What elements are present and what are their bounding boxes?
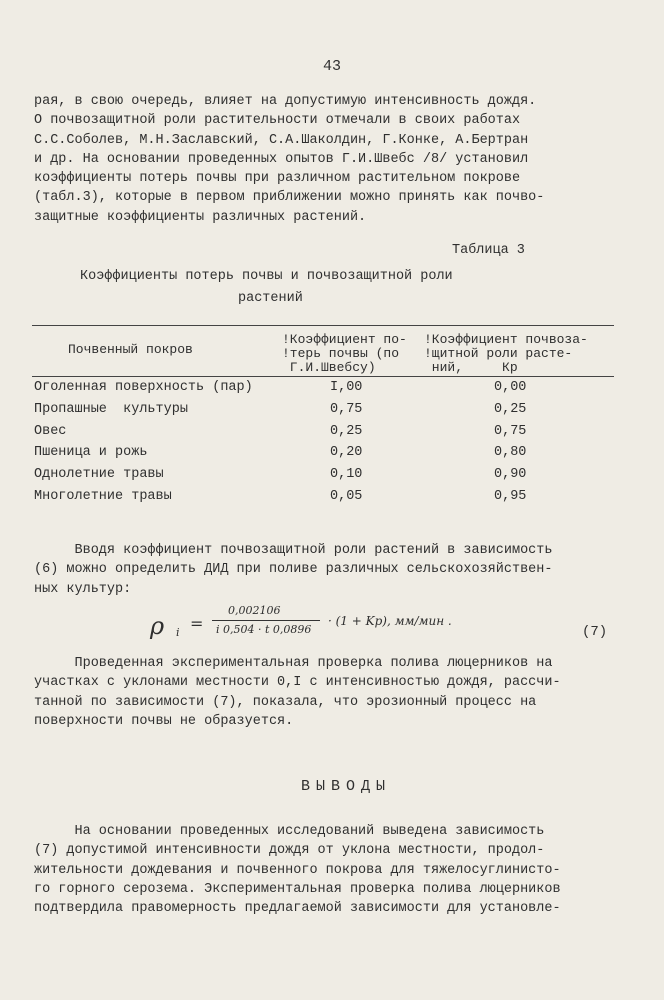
cover-name: Овес: [34, 423, 67, 439]
formula-7: [150, 604, 610, 654]
text-line: поверхности почвы не образуется.: [34, 713, 294, 729]
header-text: !терь почвы (по: [282, 346, 400, 361]
table-body: [34, 380, 594, 511]
table-row: [34, 489, 594, 511]
text-line: Вводя коэффициент почвозащитной роли растений в зависимость: [34, 543, 553, 558]
page-number: 43: [322, 58, 341, 75]
cover-name: Многолетние травы: [34, 488, 172, 504]
loss-value: 0,05: [330, 488, 363, 504]
table-header-protect: [424, 333, 588, 375]
loss-value: 0,10: [330, 467, 363, 483]
formula-number: (7): [582, 624, 608, 640]
table-row: [34, 380, 594, 402]
text-line: ных культур:: [34, 581, 132, 597]
table-header-rule: [32, 376, 614, 377]
text-line: жительности дождевания и почвенного покрова для тяжелосуглинисто-: [34, 862, 561, 878]
protect-value: 0,75: [494, 423, 527, 439]
formula-rest: · (1 + Kp), мм/мин .: [328, 614, 452, 628]
loss-value: 0,75: [330, 401, 363, 417]
text-line: го горного сероземa. Экспериментальная проверка полива люцерников: [34, 881, 561, 897]
text-line: рая, в свою очередь, влияет на допустимую интенсивность дождя.: [34, 94, 537, 109]
formula-lhs-subscript: i: [176, 626, 180, 639]
table-row: [34, 402, 594, 424]
header-text: ний, Кр: [424, 360, 518, 375]
table-row: [34, 467, 594, 489]
text-line: (7) допустимой интенсивности дождя от уклона местности, продол-: [34, 843, 545, 859]
text-line: Проведенная экспериментальная проверка полива люцерников на: [34, 656, 553, 671]
conclusions-heading: ВЫВОДЫ: [300, 778, 391, 795]
text-line: (6) можно определить ДИД при поливе различных сельскохозяйствен-: [34, 562, 553, 578]
table-header-loss: [282, 333, 407, 375]
table-row: [34, 424, 594, 446]
table-row: [34, 445, 594, 467]
text-line: О почвозащитной роли растительности отмечали в своих работах: [34, 113, 521, 129]
text-line: и др. На основании проведенных опытов Г.И.Швебс /8/ установил: [34, 151, 529, 167]
cover-name: Пшеница и рожь: [34, 445, 148, 461]
header-text: !Коэффициент по-: [282, 332, 407, 347]
conclusions-paragraph: [34, 822, 561, 918]
text-line: подтвердила правомерность предлагаемой зависимости для установле-: [34, 901, 561, 917]
table-title-line: растений: [238, 291, 303, 306]
protect-value: 0,90: [494, 467, 527, 483]
text-line: танной по зависимости (7), показала, что эрозионный процесс на: [34, 694, 537, 710]
fraction-bar: [212, 620, 320, 621]
header-text: !щитной роли расте-: [424, 346, 573, 361]
verification-paragraph: [34, 654, 561, 731]
text-line: защитные коэффициенты различных растений.: [34, 209, 367, 225]
protect-value: 0,00: [494, 380, 527, 395]
formula-intro-paragraph: [34, 541, 552, 599]
loss-value: 0,20: [330, 445, 363, 461]
table-title-line: Коэффициенты потерь почвы и почвозащитной роли: [80, 269, 453, 284]
text-line: коэффициенты потерь почвы при различном растительном покрове: [34, 171, 521, 187]
loss-value: 0,25: [330, 423, 363, 439]
formula-numerator: 0,002106: [228, 604, 281, 617]
table-header-cover: [68, 343, 193, 357]
header-text: Почвенный покров: [68, 342, 193, 357]
cover-name: Оголенная поверхность (пар): [34, 380, 253, 395]
table-top-rule: [32, 325, 614, 326]
protect-value: 0,80: [494, 445, 527, 461]
cover-name: Пропашные культуры: [34, 401, 188, 417]
formula-equals: =: [190, 614, 204, 633]
text-line: С.С.Соболев, М.Н.Заславский, С.А.Шаколдин, Г.Конке, А.Бертран: [34, 132, 529, 148]
protect-value: 0,25: [494, 401, 527, 417]
header-text: !Коэффициент почвоза-: [424, 332, 588, 347]
intro-paragraph: [34, 92, 544, 227]
header-text: Г.И.Швебсу): [282, 360, 376, 375]
text-line: участках с уклонами местности 0,I с интенсивностью дождя, рассчи-: [34, 675, 561, 691]
table-caption: Таблица 3: [452, 243, 525, 258]
loss-value: I,00: [330, 380, 363, 395]
protect-value: 0,95: [494, 488, 527, 504]
table-title: [80, 266, 550, 310]
formula-denominator: i 0,504 · t 0,0896: [216, 623, 312, 636]
formula-lhs: ρ: [150, 612, 165, 640]
text-line: На основании проведенных исследований выведена зависимость: [34, 824, 545, 839]
text-line: (табл.3), которые в первом приближении можно принять как почво-: [34, 190, 545, 206]
cover-name: Однолетние травы: [34, 467, 164, 483]
